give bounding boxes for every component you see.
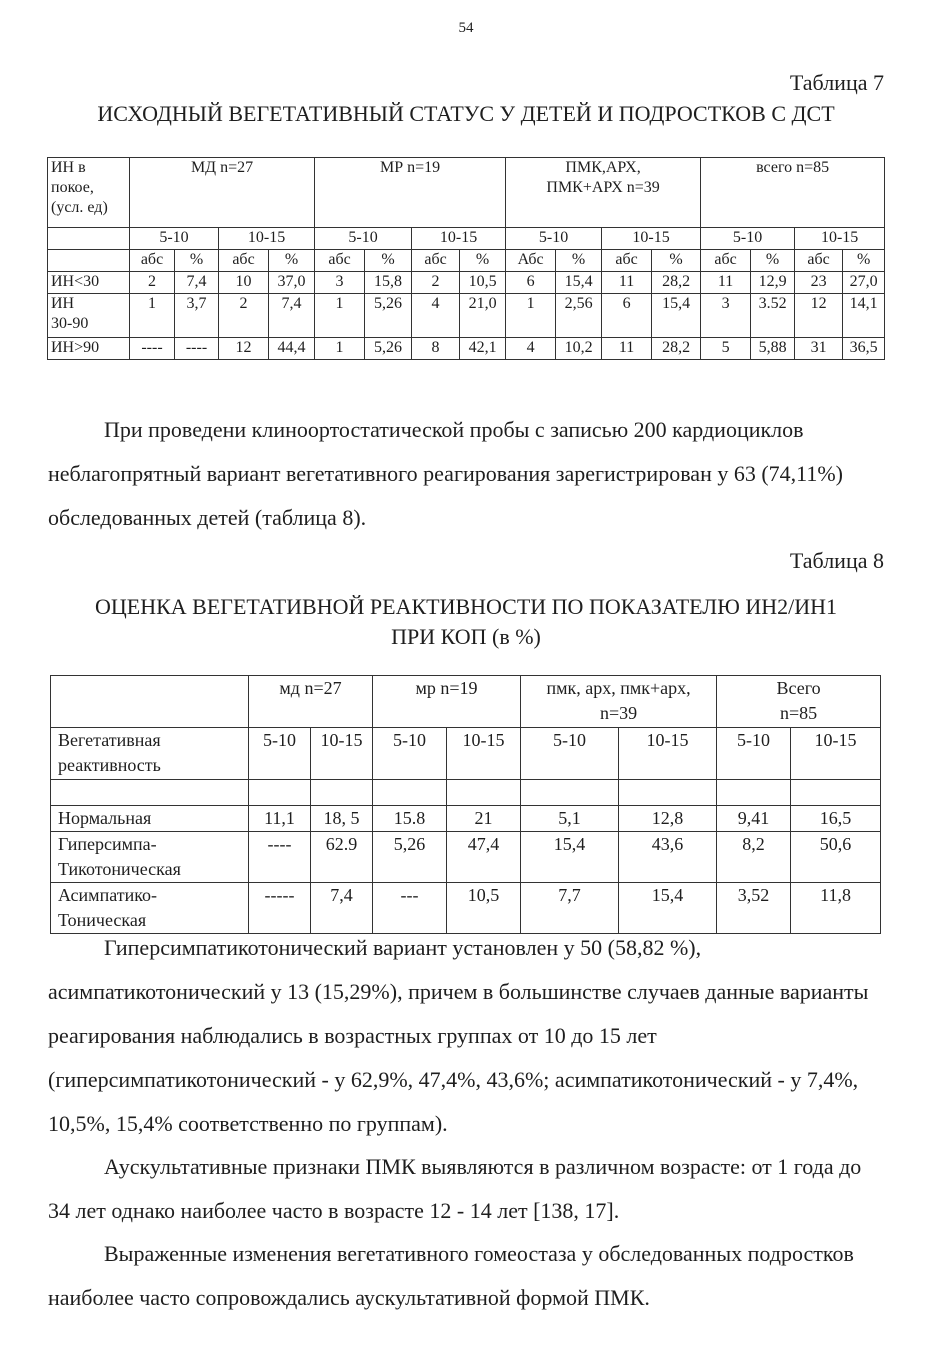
table7-cell: 44,4 [269,338,315,360]
table8-row-header [51,832,249,883]
table8-empty-cell [373,780,447,806]
table7-unit-header: % [556,250,602,272]
page-number: 54 [458,20,474,36]
table8-row-header-line: Нормальная [58,808,152,828]
table-7 [47,157,885,360]
table8-empty-cell [717,780,791,806]
table8-row [51,806,881,832]
table7-cell: 12 [219,338,269,360]
table7-empty-cell [48,228,130,250]
table8-empty-cell [521,780,619,806]
table8-age-row [51,728,881,780]
table7-unit-header: абс [130,250,175,272]
table7-cell: 31 [795,338,843,360]
table7-cell: 5 [701,338,751,360]
table7-unit-header: абс [219,250,269,272]
table8-empty-cell [311,780,373,806]
table8-row-header-line: Гиперсимпа- [58,834,157,854]
table7-cell: 11 [602,338,652,360]
table8-group-header [717,676,881,728]
table7-unit-header: % [652,250,701,272]
table8-empty-cell [51,676,249,728]
table8-cell: 16,5 [791,806,881,832]
table8-cell: 9,41 [717,806,791,832]
table8-empty-cell [619,780,717,806]
table7-unit-header: % [751,250,795,272]
table7-cell: 5,26 [365,294,412,338]
table7-cell: 42,1 [460,338,506,360]
table8-title-line2: ПРИ КОП (в %) [391,624,541,649]
paragraph-3: Аускультативные признаки ПМК выявляются в различном возрасте: от 1 года до 34 лет однако наиболее часто в возрасте 12 - 14 лет [138, 17]. [48,1154,862,1223]
table7-cell: 1 [315,294,365,338]
table7-group-header [130,158,315,228]
table8-cell: 3,52 [717,883,791,934]
table7-row [48,272,885,294]
table7-unit-header: Абс [506,250,556,272]
table7-row-header [48,338,130,360]
table7-unit-header: абс [701,250,751,272]
table8-cell: ----- [249,883,311,934]
table7-unit-header: абс [412,250,460,272]
table8-group-header [249,676,373,728]
table7-unit-header: абс [602,250,652,272]
table7-unit-header: % [365,250,412,272]
table7-cell: ---- [175,338,219,360]
table7-age-header: 5-10 [701,228,795,250]
table8-age-header: 5-10 [521,728,619,780]
table8-age-header: 5-10 [717,728,791,780]
table8-cell: 7,7 [521,883,619,934]
table7-cell: 21,0 [460,294,506,338]
table7-row-header-line: ИН>90 [51,339,100,356]
table7-cell: 3 [315,272,365,294]
table8-group-header-line: мр n=19 [415,678,478,698]
table8-cell: 15,4 [619,883,717,934]
table7-age-header: 10-15 [412,228,506,250]
table7-row-header-line: ИН<30 [51,273,100,290]
table8-cell: 15,4 [521,832,619,883]
table7-cell: 28,2 [652,272,701,294]
paragraph-4: Выраженные изменения вегетативного гомеостаза у обследованных подростков наиболее часто сопровождались аускультативной формой ПМК. [48,1241,854,1310]
table7-cell: 1 [315,338,365,360]
table7-row-header-line: ИН [51,295,75,312]
table7-cell: 15,8 [365,272,412,294]
table7-cell: 10 [219,272,269,294]
table7-group-header [701,158,885,228]
table7-cell: 1 [130,294,175,338]
table7-group-header-line: всего n=85 [756,159,830,176]
table7-group-header [506,158,701,228]
table7-cell: 36,5 [843,338,885,360]
table8-group-header [521,676,717,728]
table7-cell: ---- [130,338,175,360]
table7-unit-header: абс [795,250,843,272]
table8-blank-row [51,780,881,806]
table7-unit-header: % [460,250,506,272]
table8-age-header: 10-15 [311,728,373,780]
table8-header-row [51,676,881,728]
table7-cell: 6 [602,294,652,338]
table7-cell: 28,2 [652,338,701,360]
table8-cell: ---- [249,832,311,883]
table7-cell: 7,4 [175,272,219,294]
table7-age-header: 5-10 [130,228,219,250]
table7-row [48,338,885,360]
table7-age-header: 10-15 [602,228,701,250]
table8-cell: 11,8 [791,883,881,934]
table8-empty-cell [51,780,249,806]
table7-cell: 15,4 [652,294,701,338]
table7-cell: 2 [219,294,269,338]
table8-row-header-line: Тоническая [58,910,147,930]
table8-group-header-line: n=39 [599,703,638,723]
table7-corner-header-line: ИН в [51,159,86,176]
table8-group-header-line: мд n=27 [279,678,342,698]
table7-age-header: 10-15 [219,228,315,250]
table8-cell: 5,1 [521,806,619,832]
table7-cell: 12 [795,294,843,338]
table7-row [48,294,885,338]
table7-cell: 10,5 [460,272,506,294]
table7-cell: 2 [412,272,460,294]
table7-cell: 4 [412,294,460,338]
table8-cell: 12,8 [619,806,717,832]
table7-cell: 23 [795,272,843,294]
table7-cell: 2,56 [556,294,602,338]
table8-row-header-label-line: реактивность [58,755,161,775]
table8-empty-cell [249,780,311,806]
table7-cell: 8 [412,338,460,360]
table7-group-header-line: ПМК,АРХ, [565,159,641,176]
paragraph-2: Гиперсимпатикотонический вариант установлен у 50 (58,82 %), асимпатикотонический у 13 (15,29%), причем в большинстве случаев данные варианты реагирования наблюдались в возрастных группах от 10 до 15 лет (гиперсимпатикотонический - у 62,9%, 47,4%, 43,6%; асимпатикотонический - у 7,4%, 10,5%, 15,4% соответственно по группам). [48,935,869,1136]
table7-cell: 11 [701,272,751,294]
table8-age-header: 10-15 [619,728,717,780]
table8-cell: 10,5 [447,883,521,934]
table8-group-header-line: пмк, арх, пмк+арх, [546,678,691,698]
table7-header-row [48,158,885,228]
table7-group-header-line: МР n=19 [379,159,441,176]
table7-unit-header: абс [315,250,365,272]
table7-unit-header: % [175,250,219,272]
table7-corner-header [48,158,130,228]
table8-row-header-label-line: Вегетативная [58,730,161,750]
table8-cell: 50,6 [791,832,881,883]
table8-label: Таблица 8 [789,548,884,573]
table7-cell: 3 [701,294,751,338]
table8-age-header: 5-10 [249,728,311,780]
table8-cell: 8,2 [717,832,791,883]
table8-row-header-line: Асимпатико- [58,885,158,905]
table7-cell: 15,4 [556,272,602,294]
table7-corner-header-line: (усл. ед) [51,199,108,216]
table8-age-header: 10-15 [447,728,521,780]
table7-cell: 3.52 [751,294,795,338]
table8-cell: 47,4 [447,832,521,883]
paragraph-1: При проведени клиноортостатической пробы с записью 200 кардиоциклов неблагопрятный вариант вегетативного реагирования зарегистрирован у 63 (74,11%) обследованных детей (таблица 8). [48,417,844,530]
table8-cell: 15.8 [373,806,447,832]
table8-cell: 11,1 [249,806,311,832]
table7-cell: 5,26 [365,338,412,360]
table8-row [51,832,881,883]
table7-cell: 11 [602,272,652,294]
table7-cell: 37,0 [269,272,315,294]
table7-cell: 3,7 [175,294,219,338]
table8-cell: 21 [447,806,521,832]
table7-label: Таблица 7 [789,70,884,95]
table8-row-header [51,806,249,832]
table8-empty-cell [447,780,521,806]
table7-cell: 5,88 [751,338,795,360]
table8-cell: 18, 5 [311,806,373,832]
table8-cell: 5,26 [373,832,447,883]
table8-age-header: 10-15 [791,728,881,780]
table7-group-header-line: МД n=27 [190,159,254,176]
table7-title: ИСХОДНЫЙ ВЕГЕТАТИВНЫЙ СТАТУС У ДЕТЕЙ И ПОДРОСТКОВ С ДСТ [97,101,835,126]
table7-cell: 1 [506,294,556,338]
table7-cell: 2 [130,272,175,294]
table7-age-row [48,228,885,250]
table8-row-header-line: Тикотоническая [58,859,181,879]
table8-title-line1: ОЦЕНКА ВЕГЕТАТИВНОЙ РЕАКТИВНОСТИ ПО ПОКАЗАТЕЛЮ ИН2/ИН1 [95,594,837,619]
table7-cell: 10,2 [556,338,602,360]
table8-cell: 43,6 [619,832,717,883]
table8-cell: --- [373,883,447,934]
table7-unit-header: % [269,250,315,272]
table7-age-header: 5-10 [506,228,602,250]
table7-age-header: 10-15 [795,228,885,250]
table8-group-header [373,676,521,728]
table7-cell: 27,0 [843,272,885,294]
table7-unit-header: % [843,250,885,272]
table-8 [50,675,881,934]
table7-group-header [315,158,506,228]
table8-group-header-line: Всего [776,678,821,698]
table7-cell: 7,4 [269,294,315,338]
table7-unit-row [48,250,885,272]
table7-cell: 6 [506,272,556,294]
table7-empty-cell [48,250,130,272]
table7-row-header-line: 30-90 [51,315,89,332]
table8-cell: 62.9 [311,832,373,883]
table7-cell: 12,9 [751,272,795,294]
table8-title [30,592,902,652]
table8-age-header: 5-10 [373,728,447,780]
table7-row-header [48,294,130,338]
table7-row-header [48,272,130,294]
table7-cell: 4 [506,338,556,360]
table8-row-header-label [51,728,249,780]
table8-cell: 7,4 [311,883,373,934]
table8-empty-cell [791,780,881,806]
table7-corner-header-line: покое, [51,179,94,196]
table7-cell: 14,1 [843,294,885,338]
table8-group-header-line: n=85 [779,703,818,723]
table7-group-header-line: ПМК+АРХ n=39 [546,179,660,196]
table7-age-header: 5-10 [315,228,412,250]
